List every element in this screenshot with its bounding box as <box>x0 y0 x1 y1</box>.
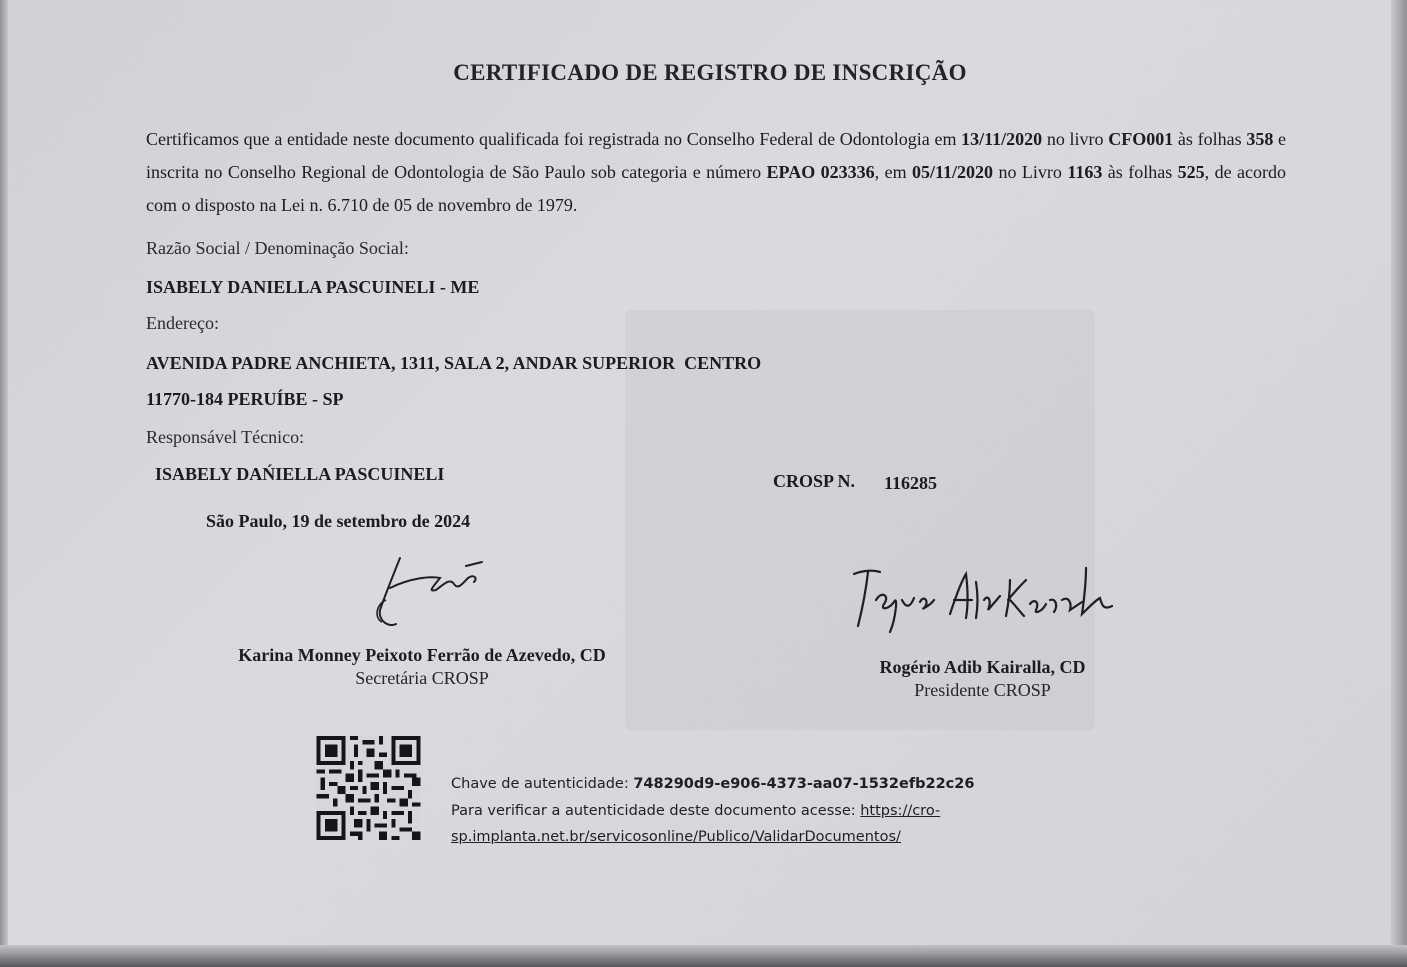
secretary-signature <box>370 548 490 638</box>
frame-left-edge <box>0 0 8 967</box>
paragraph-text: Certificamos que a entidade neste documento qualificada foi registrada no Conselho Federal de Odontologia em <box>146 129 962 149</box>
verify-text: Para verificar a autenticidade deste documento acesse: <box>451 803 861 819</box>
certificate-paragraph <box>146 123 1286 222</box>
secretary-name: Karina Monney Peixoto Ferrão de Azevedo, CD <box>238 645 606 665</box>
president-role: Presidente CROSP <box>914 680 1051 700</box>
cfo-book: CFO001 <box>1108 129 1174 149</box>
cfo-date: 13/11/2020 <box>961 129 1043 149</box>
razao-social-label: Razão Social / Denominação Social: <box>146 238 409 258</box>
certificate-title: CERTIFICADO DE REGISTRO DE INSCRIÇÃO <box>453 60 967 85</box>
authenticity-key: 748290d9-e906-4373-aa07-1532efb22c26 <box>633 776 975 792</box>
endereco-label: Endereço: <box>146 313 219 333</box>
authenticity-key-label: Chave de autenticidade: <box>451 776 634 792</box>
president-signature <box>850 560 1120 645</box>
paragraph-text: no livro <box>1042 129 1109 149</box>
president-name: Rogério Adib Kairalla, CD <box>879 657 1086 677</box>
secretary-role: Secretária CROSP <box>355 668 489 688</box>
place-date: São Paulo, 19 de setembro de 2024 <box>206 511 471 531</box>
verify-line <box>451 803 940 819</box>
paragraph-text: às folhas <box>1102 162 1178 182</box>
cro-book: 1163 <box>1067 162 1103 182</box>
epao-number: EPAO 023336 <box>766 162 875 182</box>
paragraph-text: no Livro <box>993 162 1068 182</box>
cro-date: 05/11/2020 <box>912 162 994 182</box>
authenticity-key-line <box>451 776 974 792</box>
paragraph-text: e inscrita no Conselho Regional de Odontologia de São Paulo sob categoria e número <box>146 129 1286 182</box>
responsavel-label: Responsável Técnico: <box>146 427 305 447</box>
crosp-number: 116285 <box>884 473 938 493</box>
crosp-label: CROSP N. <box>773 471 856 491</box>
cfo-sheets: 358 <box>1246 129 1274 149</box>
paragraph-text: às folhas <box>1173 129 1247 149</box>
responsavel-value: ISABELY DAŃIELLA PASCUINELI <box>155 464 445 484</box>
frame-right-edge <box>1391 0 1407 967</box>
verify-link-part2[interactable]: sp.implanta.net.br/servicosonline/Publico/ValidarDocumentos/ <box>451 829 901 845</box>
cro-sheets: 525 <box>1177 162 1205 182</box>
paragraph-text: , de acordo com o disposto na Lei n. 6.710 de 05 de novembro de 1979. <box>146 162 1287 215</box>
razao-social-value: ISABELY DANIELLA PASCUINELI - ME <box>146 277 480 297</box>
frame-bottom-edge <box>0 945 1407 967</box>
endereco-line2: 11770-184 PERUÍBE - SP <box>146 389 344 409</box>
paragraph-text: , em <box>874 162 913 182</box>
qr-code[interactable] <box>315 736 422 840</box>
verify-link-part1[interactable]: https://cro- <box>860 803 941 819</box>
endereco-line1: AVENIDA PADRE ANCHIETA, 1311, SALA 2, ANDAR SUPERIOR CENTRO <box>146 353 762 373</box>
